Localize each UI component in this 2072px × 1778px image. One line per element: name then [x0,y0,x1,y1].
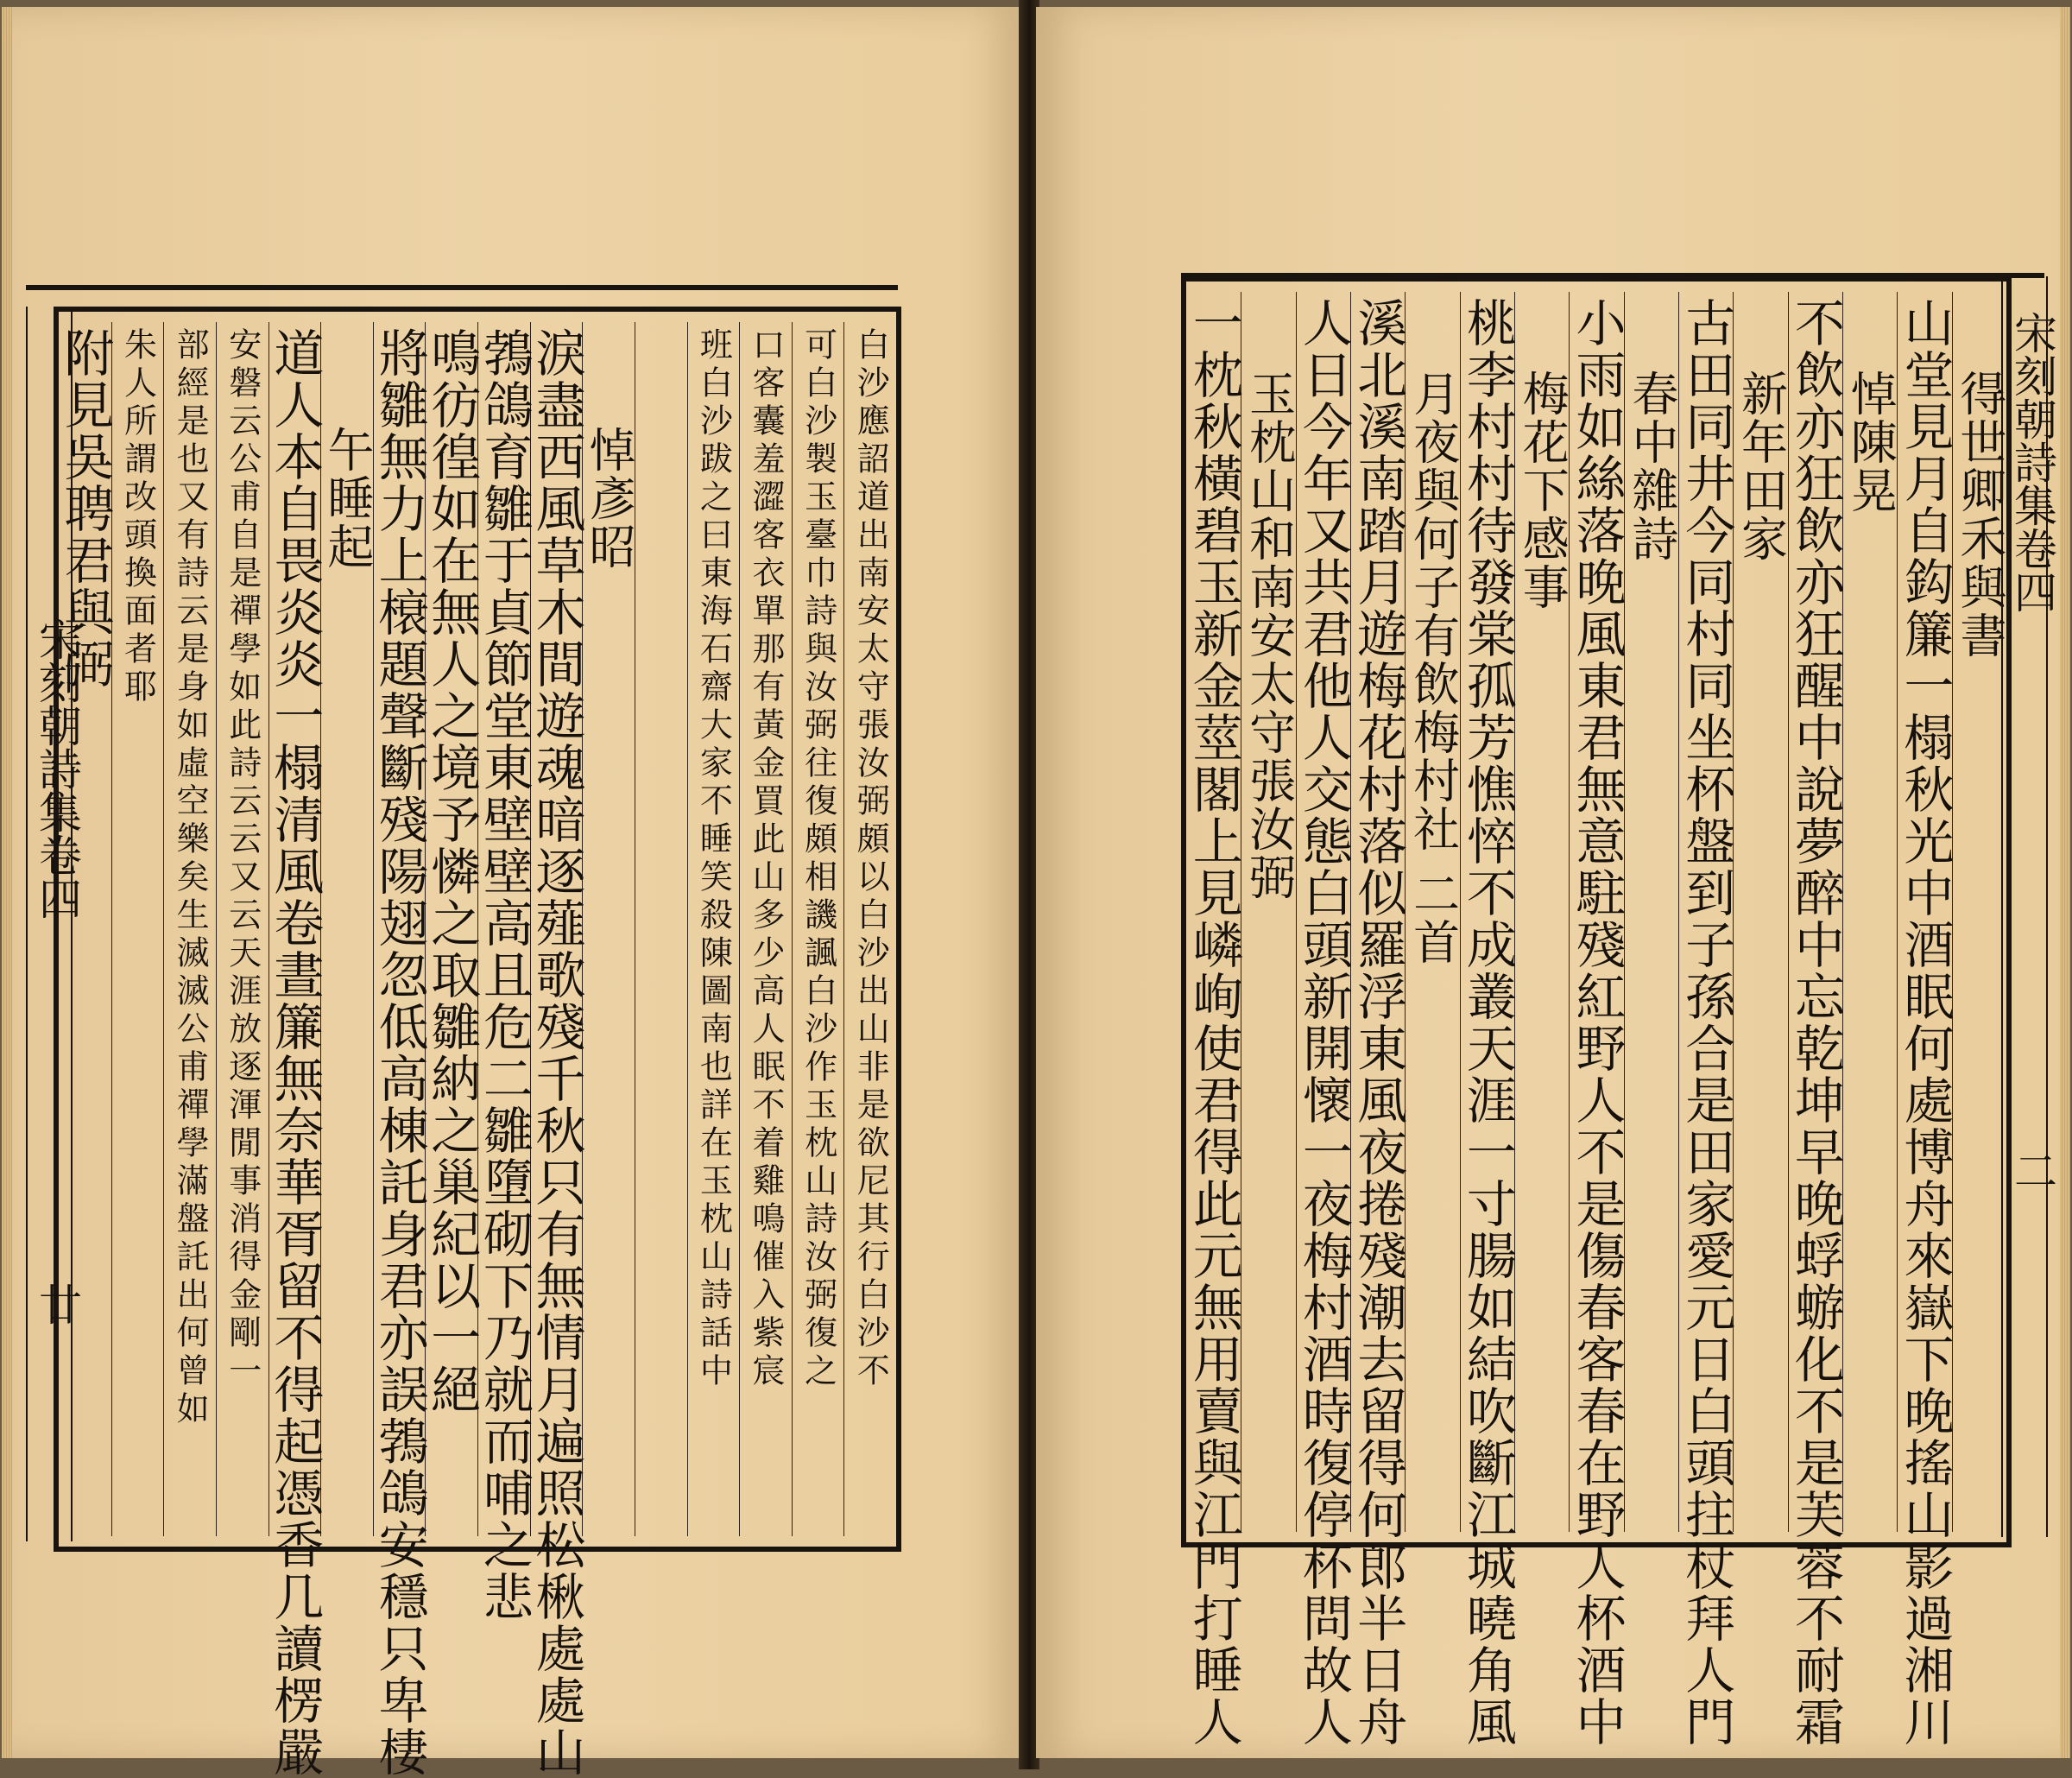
text-column [739,322,792,1536]
text-column [1733,292,1787,1532]
left-text-block [54,307,901,1778]
verse-line: 鳴彷徨如在無人之境予憐之取雛納之巢紀以一絕 [422,327,482,1415]
verse-line: 安磐云公甫自是禪學如此詩云云又云天涯放逐渾閒事消得金剛一 [223,327,262,1391]
text-column [1785,292,1845,1748]
text-column [1624,292,1678,1532]
text-column [1567,292,1627,1748]
verse-line: 淚盡西風草木間遊魂暗逐薤歌殘千秋只有無情月遍照松楸處處山 [527,327,586,1778]
text-column [265,322,325,1778]
text-column [792,322,844,1536]
text-column [1457,292,1517,1748]
poem-title: 春中雜詩 [1624,370,1679,563]
text-column [843,322,896,1536]
verse-line: 白沙應詔道出南安太守張汝弼頗以白沙出山非是欲尼其行白沙不 [851,327,890,1391]
verse-line: 小雨如絲落晚風東君無意駐殘紅野人不是傷春客春在野人杯酒中 [1567,297,1627,1748]
left-margin-title: 宋刻朝詩集卷四 [32,617,82,920]
left-top-rule [26,285,898,290]
right-margin-strip [2001,276,2057,1537]
text-column [1405,292,1459,1532]
text-column [370,322,429,1778]
text-column [422,322,482,1536]
text-column [1677,292,1736,1748]
verse-line: 一枕秋橫碧玉新金莖閣上見嶙峋使君得此元無用賣與江門打睡人 [1184,297,1243,1748]
poem-title: 玉枕山和南安太守張汝弼 [1241,370,1297,902]
text-column [474,322,534,1623]
verse-line: 溪北溪南踏月遊梅花村落似羅浮東風夜捲殘潮去留得何郎半日舟 [1349,297,1408,1748]
right-margin-title: 宋刻朝詩集卷四 [2007,311,2057,613]
text-column [1349,292,1408,1748]
verse-line: 鵓鴿育雛于貞節堂東壁壁高且危二雛墮砌下乃就而哺之悲 [474,327,534,1623]
left-page-edges [2,7,12,1758]
text-column [1895,292,1955,1748]
text-column [111,322,164,1536]
poem-title: 悼彥昭 [582,426,637,571]
verse-line: 口客囊羞澀客衣單那有黃金買此山多少高人眠不着雞鳴催入紫宸 [746,327,785,1391]
text-column [163,322,216,1536]
text-column [582,322,635,1536]
poem-title: 得世卿禾與書 [1952,370,2007,660]
text-column [527,322,586,1778]
text-column [1842,292,1897,1532]
verse-line: 部經是也又有詩云是身如虛空樂矣生滅滅公甫禪學滿盤託出何曾如 [171,327,210,1429]
poem-title: 月夜與何子有飲梅村社 二首 [1406,370,1461,967]
left-margin-folio: 廿 [32,1282,82,1326]
poem-title: 新年田家 [1734,370,1789,563]
text-column [1184,292,1243,1748]
verse-line: 將雛無力上榱題聲斷殘陽翅忽低高棟託身君亦誤鵓鴿安穩只卑棲 [370,327,429,1778]
text-column [635,322,687,1536]
verse-line: 可白沙製玉臺巾詩與汝弼往復頗相譏諷白沙作玉枕山詩汝弼復之 [799,327,837,1391]
verse-line: 人日今年又共君他人交態白頭新開懷一夜梅村酒時復停杯問故人 [1293,297,1353,1748]
poem-title: 梅花下感事 [1515,370,1570,611]
text-column [1241,292,1295,1532]
verse-line: 古田同井今同村同坐杯盤到子孫合是田家愛元日白頭拄杖拜人門 [1677,297,1736,1748]
text-column [1293,292,1353,1748]
verse-line: 附見吳聘君與弼 [55,327,115,690]
verse-line: 朱人所謂改頭換面者耶 [118,327,157,707]
right-text-block [1181,276,2012,1748]
right-page-edges [2060,7,2070,1758]
verse-line: 道人本自畏炎炎一榻清風卷晝簾無奈華胥留不得起憑香几讀楞嚴 [265,327,325,1778]
text-column [216,322,268,1536]
verse-line: 桃李村村待發棠孤芳憔悴不成叢天涯一寸腸如結吹斷江城曉角風 [1457,297,1517,1748]
verse-line: 山堂見月自鈎簾一榻秋光中酒眠何處博舟來嶽下晚搖山影過湘川 [1895,297,1955,1748]
poem-title: 午睡起 [319,426,375,571]
text-column [320,322,373,1536]
verse-line: 不飲亦狂飲亦狂醒中說夢醉中忘乾坤早晚蜉蝣化不是芙蓉不耐霜 [1785,297,1845,1748]
text-column [1952,292,2006,1532]
right-margin-folio: 二 [2007,1148,2057,1192]
text-column [1514,292,1569,1532]
verse-line: 班白沙跋之曰東海石齋大家不睡笑殺陳圖南也詳在玉枕山詩話中 [694,327,733,1391]
text-column [687,322,740,1536]
poem-title: 悼陳晃 [1843,370,1898,515]
left-margin-strip [26,307,82,1541]
right-columns [1184,292,2007,1748]
